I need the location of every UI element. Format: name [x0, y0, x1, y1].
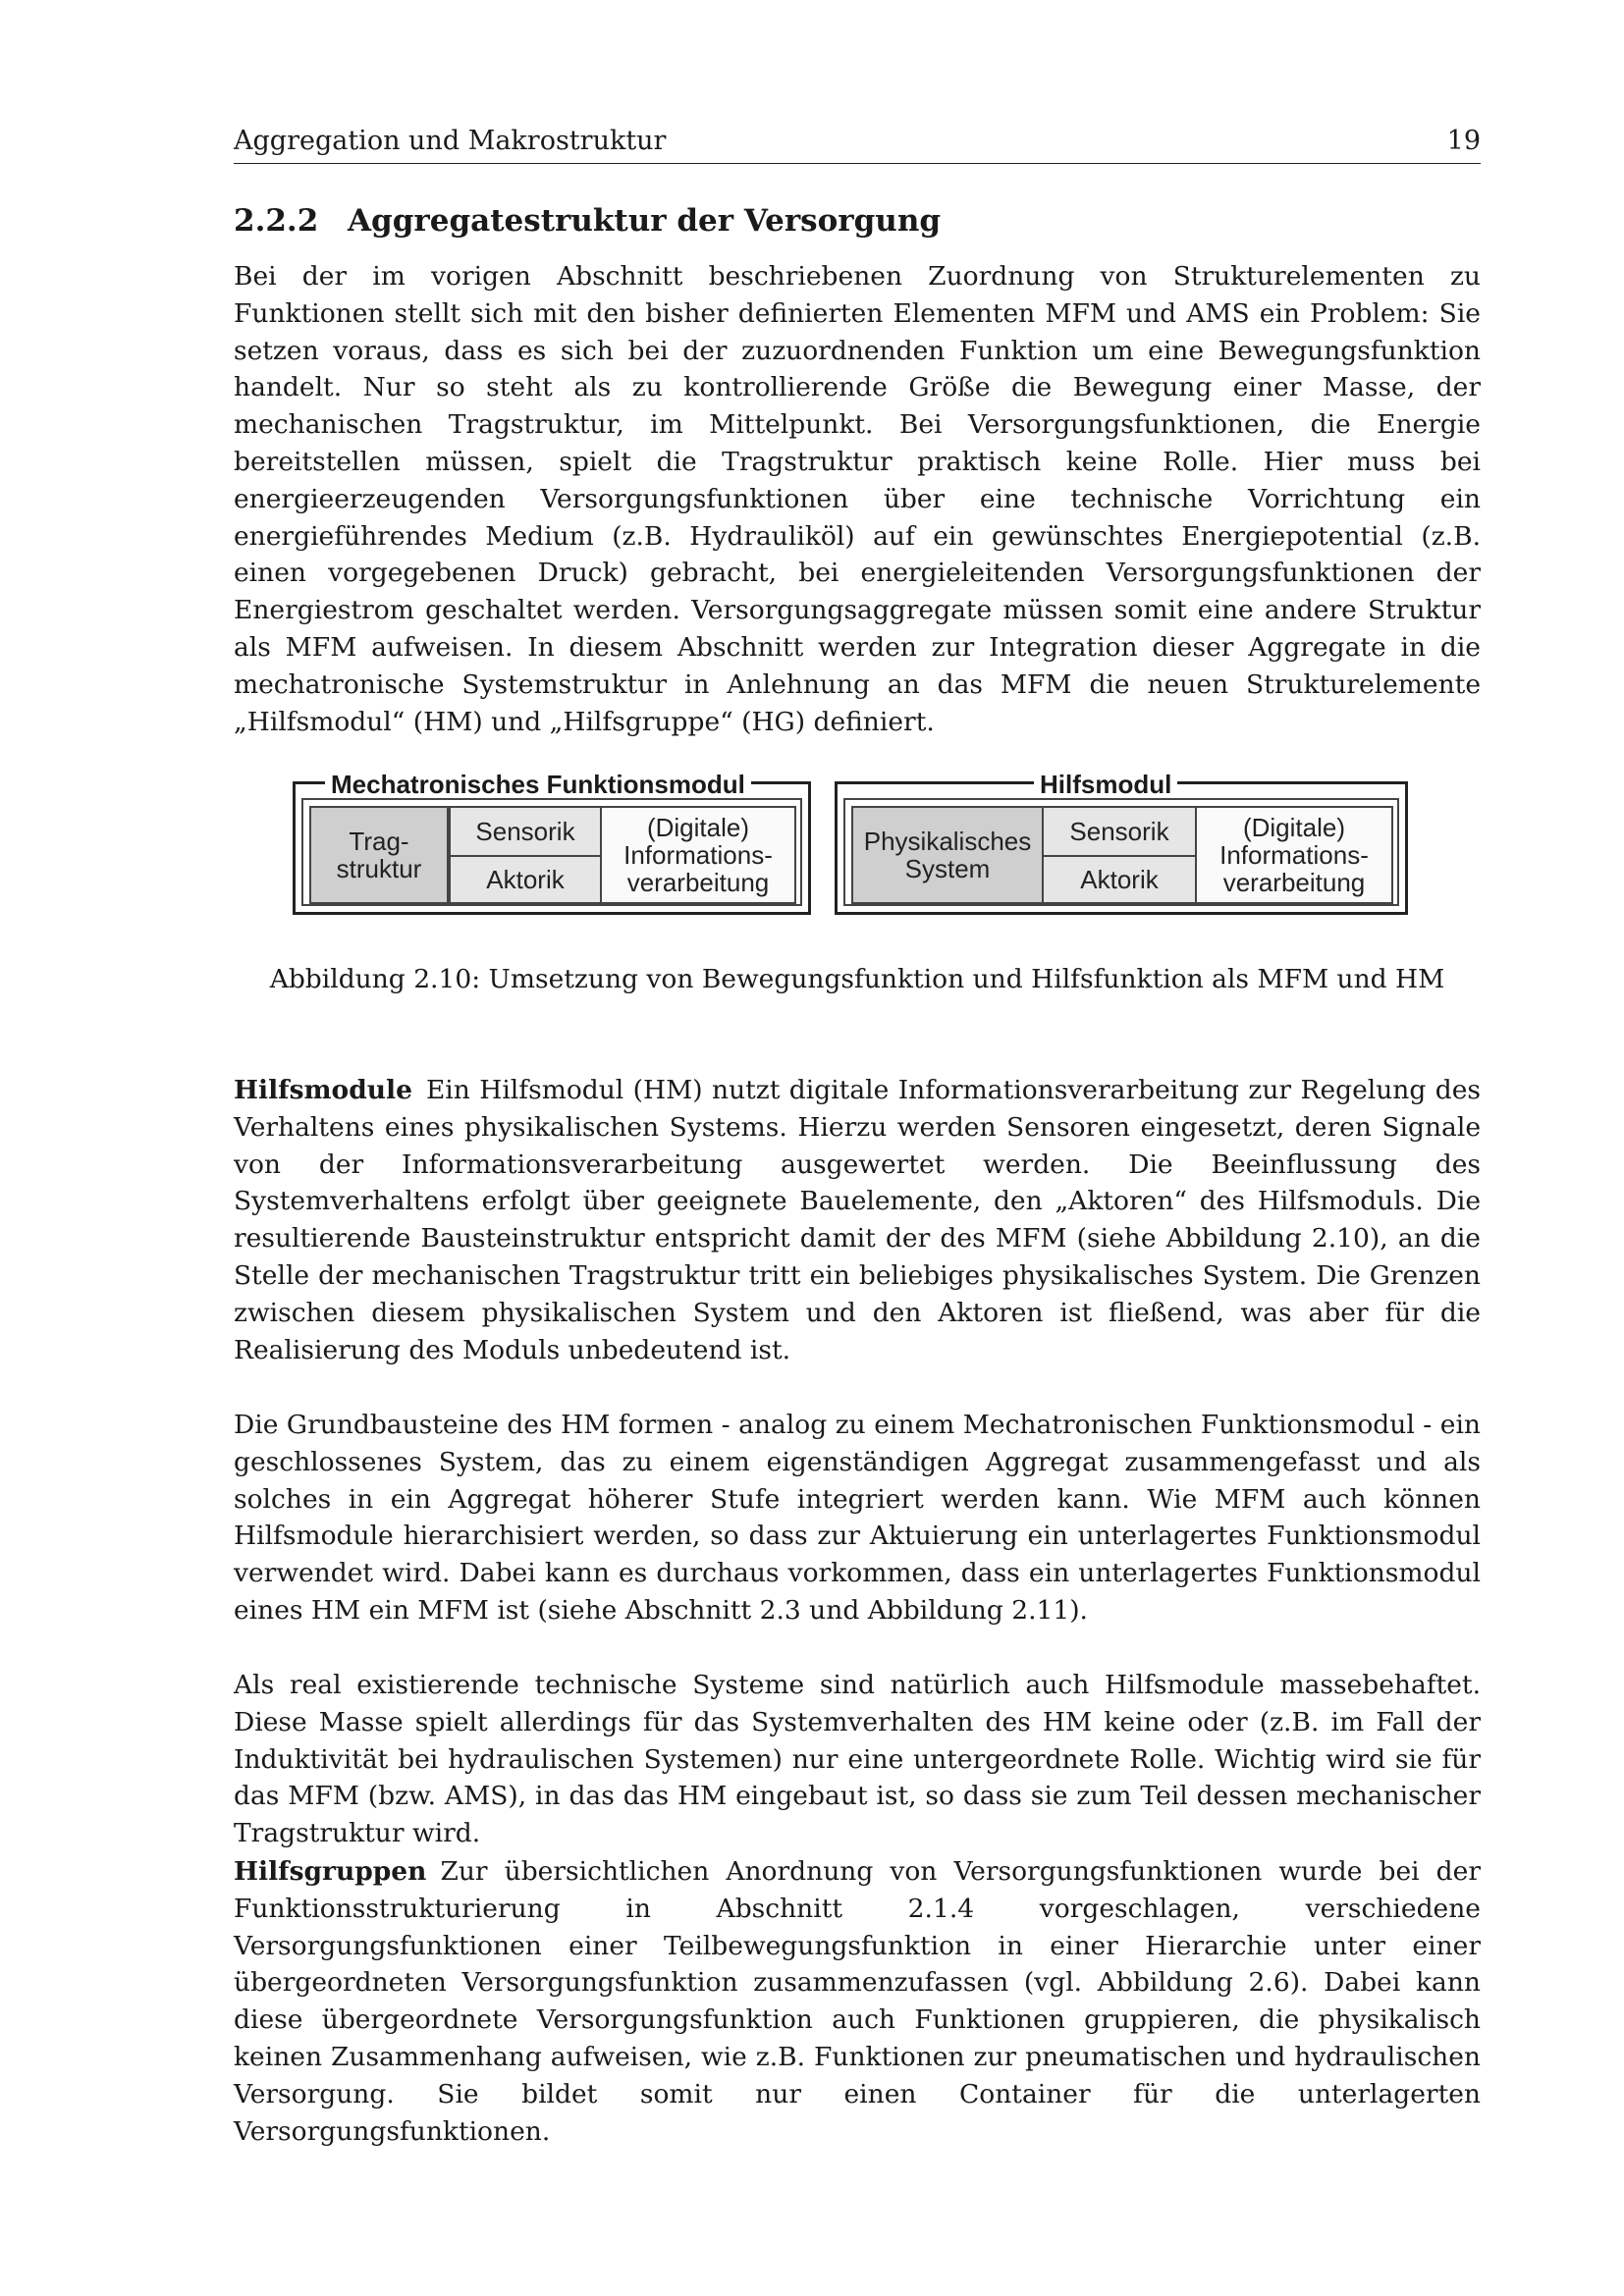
hm-inner-frame: [843, 798, 1399, 906]
hm-base-line2: System: [904, 854, 991, 883]
mfm-info-line1: (Digitale): [646, 813, 749, 842]
hm-sensorik-block: [1042, 806, 1197, 857]
mfm-info-block: [600, 806, 796, 904]
hm-diagram-title: Hilfsmodul: [1034, 771, 1177, 798]
paragraph-hilfsmodule: [234, 1072, 1481, 1368]
running-header-title: Aggregation und Makrostruktur: [234, 126, 667, 156]
paragraph-masse: Als real existierende technische Systeme sind natürlich auch Hilfsmodule massebehaftet. Diese Masse spielt allerdings für das Systemverhalten des HM keine oder (z.B. im Fall der Induktivität bei hydraulischen Systemen) nur eine untergeordnete Rolle. Wichtig wird sie für das MFM (bzw. AMS), in das das HM eingebaut ist, so dass sie zum Teil dessen mechanischer Tragstruktur wird.: [234, 1670, 1481, 1849]
mfm-diagram-box: [293, 770, 811, 915]
mfm-inner-frame: [301, 798, 802, 906]
page-number: 19: [1446, 126, 1481, 156]
mfm-info-line2: Informations-: [623, 840, 773, 870]
paragraph-hilfsgruppen: [234, 1853, 1481, 2150]
hm-info-line2: Informations-: [1219, 840, 1369, 870]
hm-sensorik-label: Sensorik: [1069, 817, 1169, 846]
hm-aktorik-block: [1042, 855, 1197, 904]
mfm-base-line1: Trag-: [349, 827, 409, 856]
mfm-info-line3: verarbeitung: [626, 868, 770, 897]
figure-caption: Abbildung 2.10: Umsetzung von Bewegungsfunktion und Hilfsfunktion als MFM und HM: [269, 964, 1445, 994]
mfm-aktorik-label: Aktorik: [486, 865, 565, 894]
mfm-base-line2: struktur: [336, 854, 422, 883]
hm-aktorik-label: Aktorik: [1080, 865, 1159, 894]
mfm-tragstruktur-block: [309, 806, 449, 904]
hm-info-line3: verarbeitung: [1222, 868, 1366, 897]
hm-info-block: [1195, 806, 1393, 904]
runin-heading-hilfsmodule: Hilfsmodule: [234, 1075, 412, 1105]
hm-base-line1: Physikalisches: [863, 827, 1032, 856]
mfm-diagram-title: Mechatronisches Funktionsmodul: [325, 771, 751, 798]
section-heading: [234, 199, 941, 242]
section-number: 2.2.2: [234, 203, 319, 239]
paragraph-intro: Bei der im vorigen Abschnitt beschriebenen Zuordnung von Strukturelementen zu Funktionen stellt sich mit den bisher definierten Elementen MFM und AMS ein Problem: Sie setzen voraus, dass es sich bei der zuzuordnenden Funktion um eine Bewegungsfunktion handelt. Nur so steht als zu kontrollierende Größe die Bewegung einer Masse, der mechanischen Tragstruktur, im Mittelpunkt. Bei Versorgungsfunktionen, die Energie bereitstellen müssen, spielt die Tragstruktur praktisch keine Rolle. Hier muss bei energieerzeugenden Versorgungsfunktionen über eine technische Vorrichtung ein energieführendes Medium (z.B. Hydrauliköl) auf ein gewünschtes Energiepotential (z.B. einen vorgegebenen Druck) gebracht, bei energieleitenden Versorgungsfunktionen der Energiestrom geschaltet werden. Versorgungsaggregate müssen somit eine andere Struktur als MFM aufweisen. In diesem Abschnitt werden zur Integration dieser Aggregate in die mechatronische Systemstruktur in Anlehnung an das MFM die neuen Strukturelemente „Hilfsmodul“ (HM) und „Hilfsgruppe“ (HG) definiert.: [234, 261, 1481, 737]
paragraph-hilfsmodule-text: Ein Hilfsmodul (HM) nutzt digitale Informationsverarbeitung zur Regelung des Verhaltens eines physikalischen Systems. Hierzu werden Sensoren eingesetzt, deren Signale von der Informationsverarbeitung ausgewertet werden. Die Beeinflussung des Systemverhaltens erfolgt über geeignete Bauelemente, den „Aktoren“ des Hilfsmoduls. Die resultierende Bausteinstruktur entspricht damit der des MFM (siehe Abbildung 2.10), an die Stelle der mechanischen Tragstruktur tritt ein beliebiges physikalisches System. Die Grenzen zwischen diesem physikalischen System und den Aktoren ist fließend, was aber für die Realisierung des Moduls unbedeutend ist.: [234, 1075, 1481, 1365]
figure-2-10: [293, 768, 1422, 925]
mfm-aktorik-block: [449, 855, 602, 904]
paragraph-grundbausteine: Die Grundbausteine des HM formen - analog zu einem Mechatronischen Funktionsmodul - ein geschlossenes System, das zu einem eigenständigen Aggregat zusammengefasst und als solches in ein Aggregat höherer Stufe integriert werden kann. Wie MFM auch können Hilfsmodule hierarchisiert werden, so dass zur Aktuierung ein unterlagertes Funktionsmodul verwendet wird. Dabei kann es durchaus vorkommen, dass ein unterlagertes Funktionsmodul eines HM ein MFM ist (siehe Abschnitt 2.3 und Abbildung 2.11).: [234, 1410, 1481, 1626]
paragraph-hilfsgruppen-text: Zur übersichtlichen Anordnung von Versorgungsfunktionen wurde bei der Funktionsstrukturierung in Abschnitt 2.1.4 vorgeschlagen, verschiedene Versorgungsfunktionen einer Teilbewegungsfunktion in einer Hierarchie unter einer übergeordneten Versorgungsfunktion zusammenzufassen (vgl. Abbildung 2.6). Dabei kann diese übergeordnete Versorgungsfunktion auch Funktionen gruppieren, die physikalisch keinen Zusammenhang aufweisen, wie z.B. Funktionen zur pneumatischen und hydraulischen Versorgung. Sie bildet somit nur einen Container für die unterlagerten Versorgungsfunktionen.: [234, 1856, 1481, 2147]
hm-system-block: [851, 806, 1044, 904]
hm-diagram-box: [835, 770, 1408, 915]
mfm-sensorik-block: [449, 806, 602, 857]
running-header: [234, 122, 1481, 164]
section-title: Aggregatestruktur der Versorgung: [348, 203, 942, 239]
hm-info-line1: (Digitale): [1242, 813, 1345, 842]
mfm-sensorik-label: Sensorik: [475, 817, 575, 846]
runin-heading-hilfsgruppen: Hilfsgruppen: [234, 1856, 427, 1887]
